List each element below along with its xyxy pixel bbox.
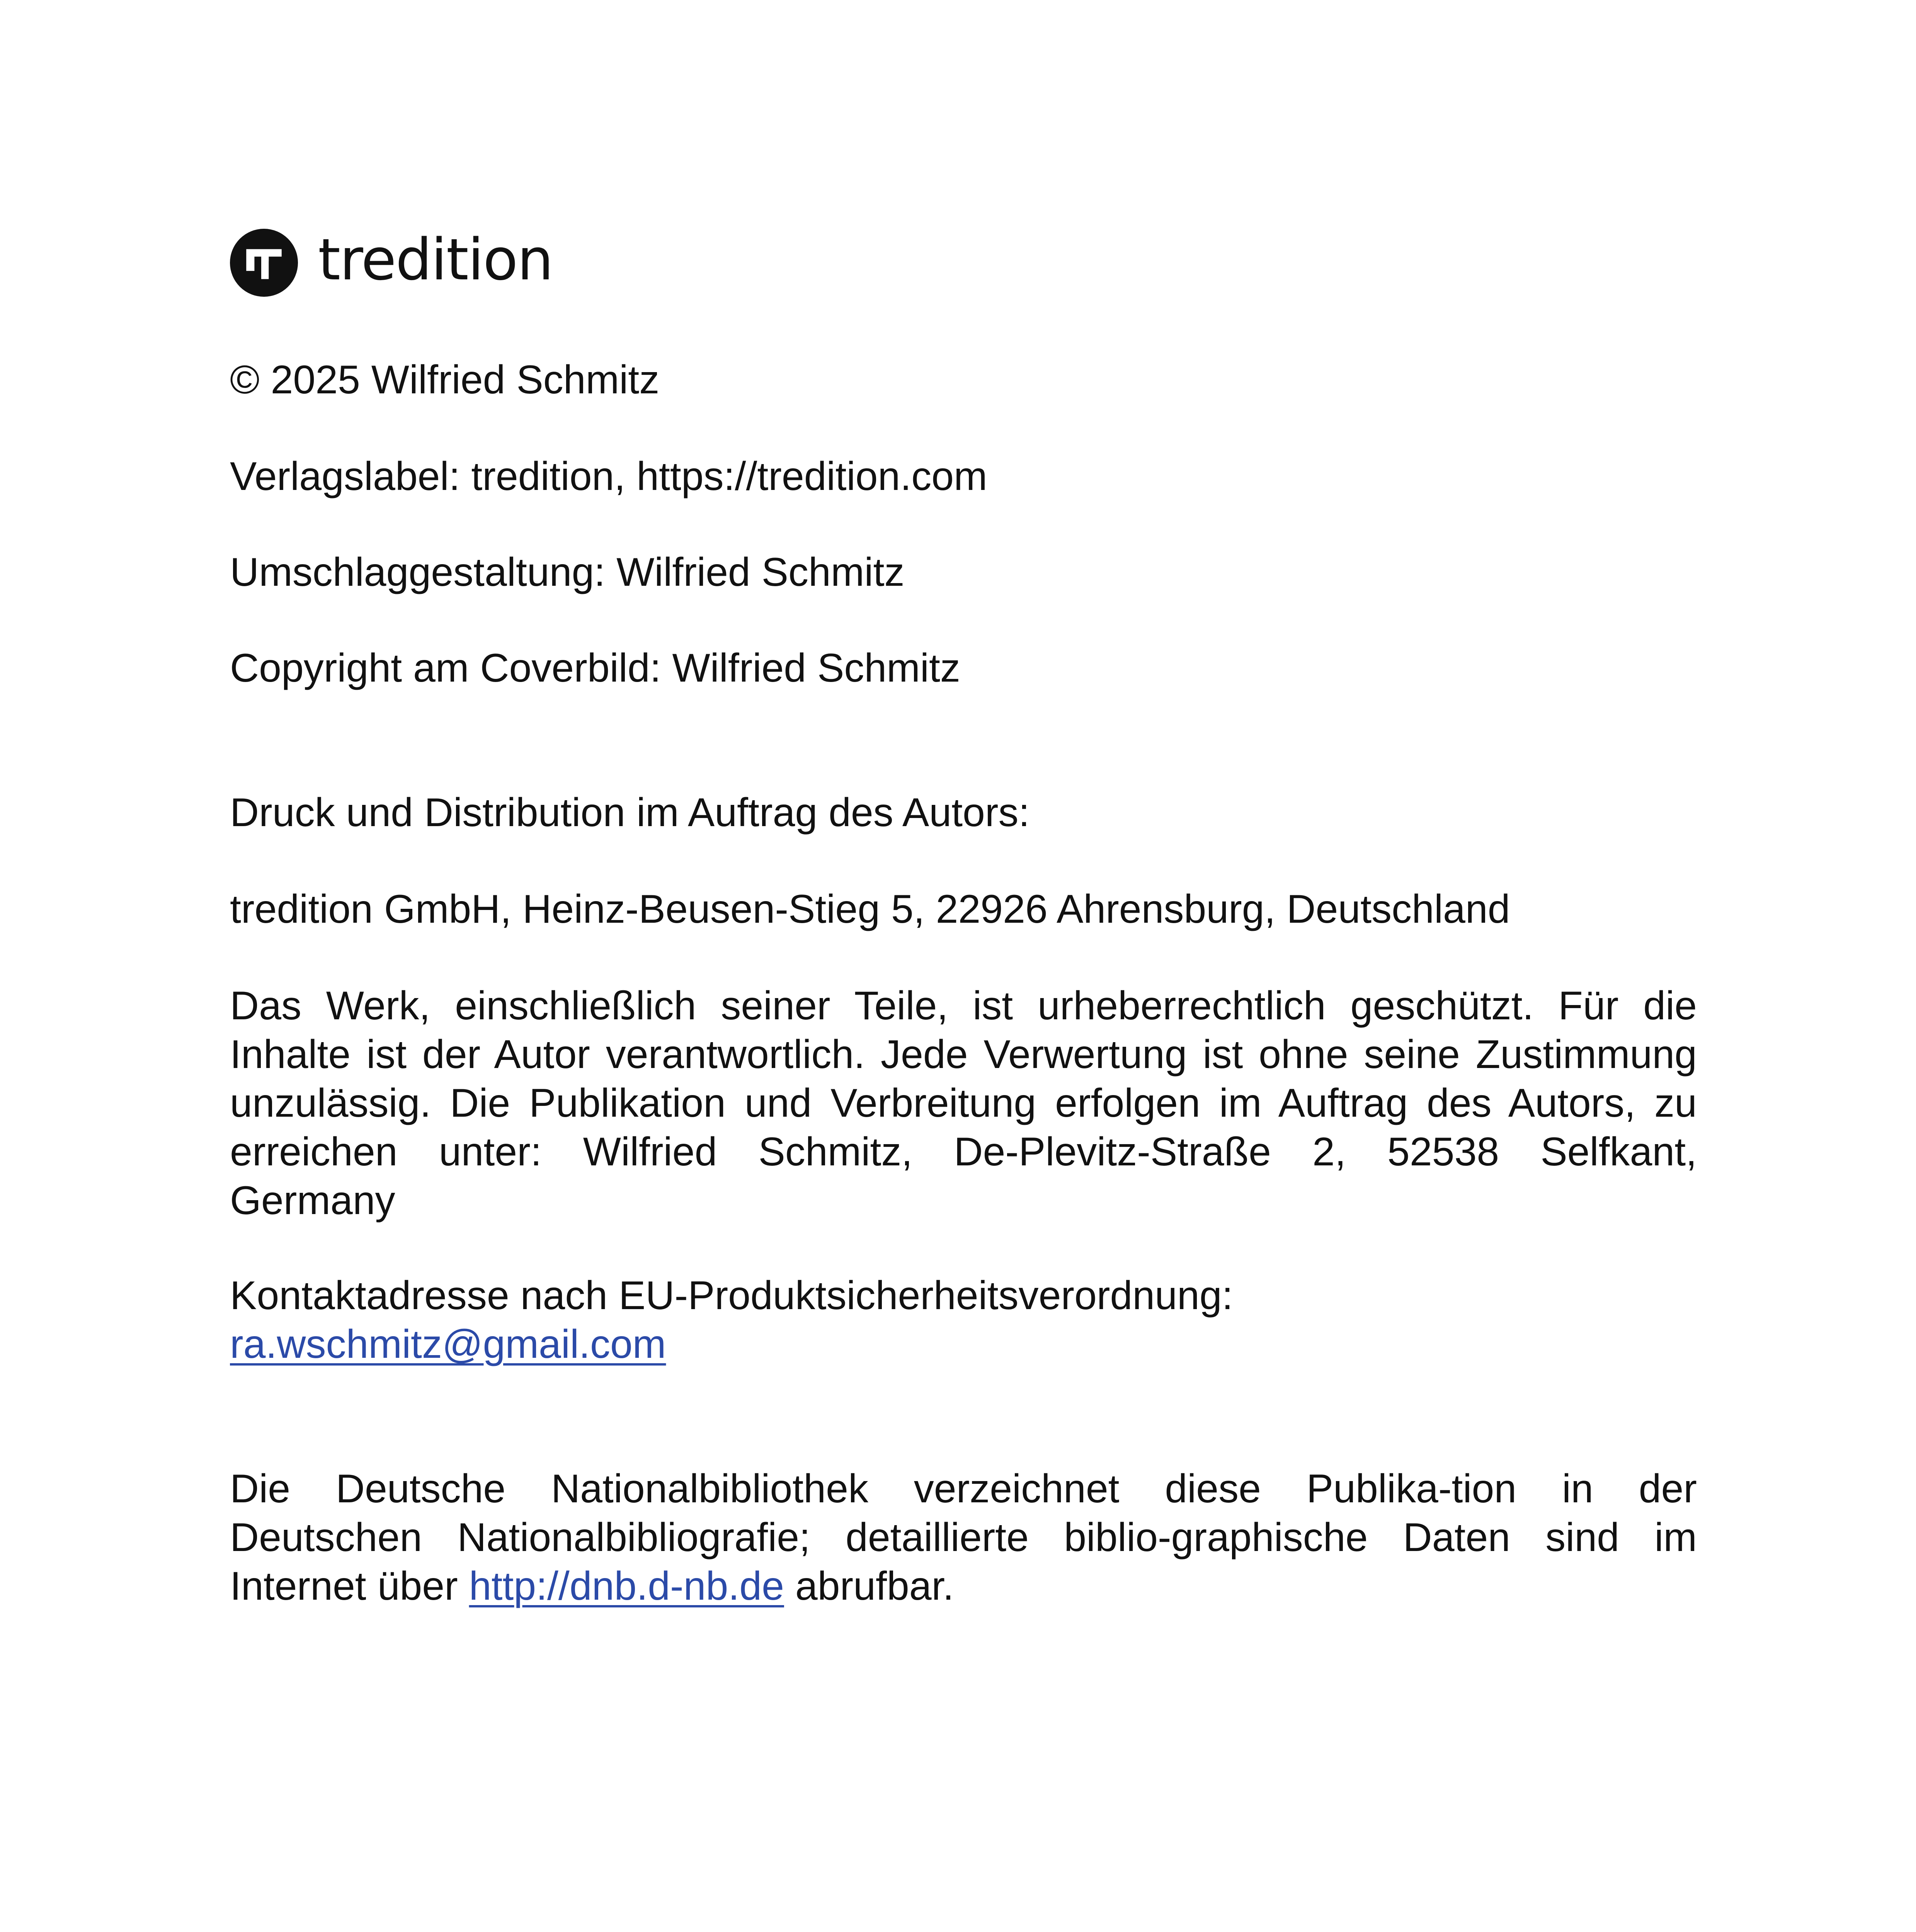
dnb-line: Die Deutsche Nationalbibliothek verzeichnet diese Publika-tion in der xyxy=(230,1466,1697,1511)
rights-line: Inhalte ist der Autor verantwortlich. Jede Verwertung ist ohne seine Zustimmung xyxy=(230,1032,1697,1077)
contact-email-link[interactable]: ra.wschmitz@gmail.com xyxy=(230,1322,666,1367)
cover-copyright-line: Copyright am Coverbild: Wilfried Schmitz xyxy=(230,646,960,690)
tredition-logo xyxy=(230,226,553,299)
cover-design-line: Umschlaggestaltung: Wilfried Schmitz xyxy=(230,550,905,595)
copyright-line: © 2025 Wilfried Schmitz xyxy=(230,357,660,402)
dnb-paragraph xyxy=(230,1464,1697,1611)
brand-name: tredition xyxy=(318,226,553,293)
rights-paragraph xyxy=(230,981,1697,1225)
contact-label: Kontaktadresse nach EU-Produktsicherheitsverordnung: xyxy=(230,1273,1233,1318)
publisher-address: tredition GmbH, Heinz-Beusen-Stieg 5, 22926 Ahrensburg, Deutschland xyxy=(230,887,1510,932)
dnb-last-prefix: Internet über xyxy=(230,1564,469,1609)
dnb-line-last xyxy=(230,1562,1697,1611)
dnb-link[interactable]: http://dnb.d-nb.de xyxy=(469,1564,784,1609)
dnb-line: Deutschen Nationalbibliografie; detaillierte biblio-graphische Daten sind im xyxy=(230,1515,1697,1560)
rights-line: unzulässig. Die Publikation und Verbreitung erfolgen im Auftrag des Autors, zu xyxy=(230,1081,1697,1126)
print-heading: Druck und Distribution im Auftrag des Autors: xyxy=(230,790,1030,835)
rights-line: Germany xyxy=(230,1178,395,1223)
rights-line: erreichen unter: Wilfried Schmitz, De-Plevitz-Straße 2, 52538 Selfkant, xyxy=(230,1129,1697,1174)
rights-line: Das Werk, einschließlich seiner Teile, ist urheberrechtlich geschützt. Für die xyxy=(230,983,1697,1028)
dnb-last-suffix: abrufbar. xyxy=(784,1564,954,1609)
tredition-logo-icon xyxy=(230,229,298,297)
contact-email-line xyxy=(230,1320,666,1369)
publisher-label-line: Verlagslabel: tredition, https://tredition.com xyxy=(230,454,987,499)
